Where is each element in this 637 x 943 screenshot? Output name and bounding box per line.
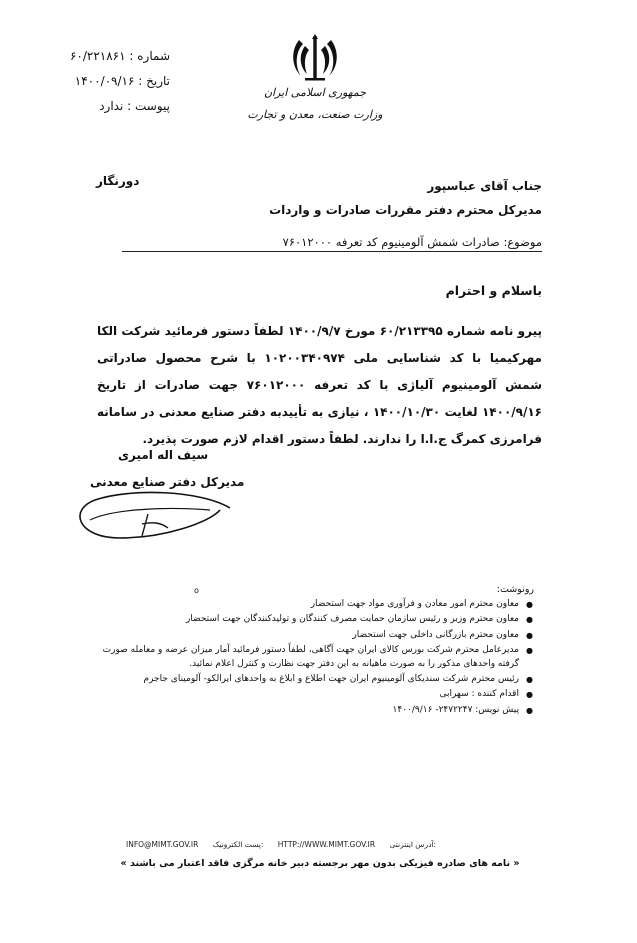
signer-title: مدیرکل دفتر صنایع معدنی: [90, 475, 245, 489]
cc-list: [83, 598, 533, 719]
cc-item: ● معاون محترم وزیر و رئیس سازمان حمایت مصرف کنندگان و تولیدکنندگان جهت استحضار: [83, 613, 533, 626]
small-circle-mark: o: [194, 586, 199, 595]
body-paragraph: پیرو نامه شماره ۶۰/۲۱۳۳۹۵ مورخ ۱۴۰۰/۹/۷ لطفاً دستور فرمائید شرکت الکا مهرکیمیا با کد شناسایی ملی ۱۰۲۰۰۳۴۰۹۷۴ با شرح محصول صادراتی شمش آلومینیوم آلیاژی با کد تعرفه ۷۶۰۱۲۰۰۰ جهت صادرات از تاریخ ۱۴۰۰/۹/۱۶ لغایت ۱۴۰۰/۱۰/۳۰ ، نیازی به تأییدبه دفتر صنایع معدنی در سامانه فرامرزی کمرگ ج.ا.ا را ندارند. لطفاً دستور اقدام لازم صورت پذیرد.: [97, 324, 543, 446]
cc-item: ● معاون محترم امور معادن و فرآوری مواد جهت استحضار: [83, 598, 533, 611]
letter-attachment-label: پیوست :: [127, 99, 170, 113]
letter-number-row: [30, 44, 170, 69]
signer-name: سیف اله امیری: [118, 448, 209, 462]
letter-attachment-value: ندارد: [99, 99, 124, 113]
country-name: جمهوری اسلامی ایران: [263, 86, 367, 99]
cc-label: رونوشت:: [496, 584, 534, 595]
letter-date-label: تاریخ :: [138, 74, 170, 88]
cc-item: ● مدیرعامل محترم شرکت بورس کالای ایران جهت آگاهی، لطفاً دستور فرمائید آمار میزان عرضه و معامله صورت گرفته واحدهای مذکور را به صورت ماهیانه به این دفتر جهت نظارت و کنترل اعلام نمائید.: [83, 644, 533, 671]
letter-attachment-row: [30, 94, 170, 119]
footer-note: « نامه های صادره فیزیکی بدون مهر برجسته دبیر خانه مرگزی فاقد اعتبار می باشند »: [120, 858, 520, 869]
cc-item: ● معاون محترم بازرگانی داخلی جهت استحضار: [83, 629, 533, 642]
letter-body: [97, 318, 542, 453]
footer-address: [120, 840, 540, 849]
letter-subject: موضوع: صادرات شمش آلومینیوم کد تعرفه ۷۶۰۱۲۰۰۰: [122, 235, 542, 252]
handwritten-signature: [70, 480, 245, 550]
iran-emblem-icon: [285, 32, 345, 84]
letter-meta: [30, 44, 170, 119]
ministry-name: وزارت صنعت، معدن و تجارت: [247, 108, 383, 121]
ministry-header: [235, 82, 395, 126]
fax-label: دورنگار: [96, 174, 140, 188]
recipient-block: [202, 174, 542, 222]
letter-number-label: شماره :: [129, 49, 170, 63]
footer-email[interactable]: INFO@MIMT.GOV.IR: [126, 840, 199, 849]
recipient-name: جناب آقای عباسپور: [427, 179, 542, 193]
footer-website[interactable]: HTTP://WWW.MIMT.GOV.IR: [277, 840, 376, 849]
letter-number-value: ۶۰/۲۲۱۸۶۱: [69, 49, 126, 63]
recipient-title: مدیرکل محترم دفتر مقررات صادرات و واردات: [269, 203, 542, 217]
greeting: باسلام و احترام: [445, 283, 542, 298]
cc-item: ● اقدام کننده : سهرابی: [83, 688, 533, 701]
letter-date-value: ۱۴۰۰/۰۹/۱۶: [74, 74, 135, 88]
footer-email-label: پست الکترونیک:: [212, 840, 264, 849]
letter-date-row: [30, 69, 170, 94]
cc-item: ● رئیس محترم شرکت سندیکای آلومینیوم ایران جهت اطلاع و ابلاغ به واحدهای ایرالکو- آلومینای جاجرم: [83, 673, 533, 686]
cc-item: ● پیش نویس: ۲۴۷۲۲۴۷- ۱۴۰۰/۹/۱۶: [83, 704, 533, 717]
footer-website-label: آدرس اینترنتی:: [389, 840, 437, 849]
